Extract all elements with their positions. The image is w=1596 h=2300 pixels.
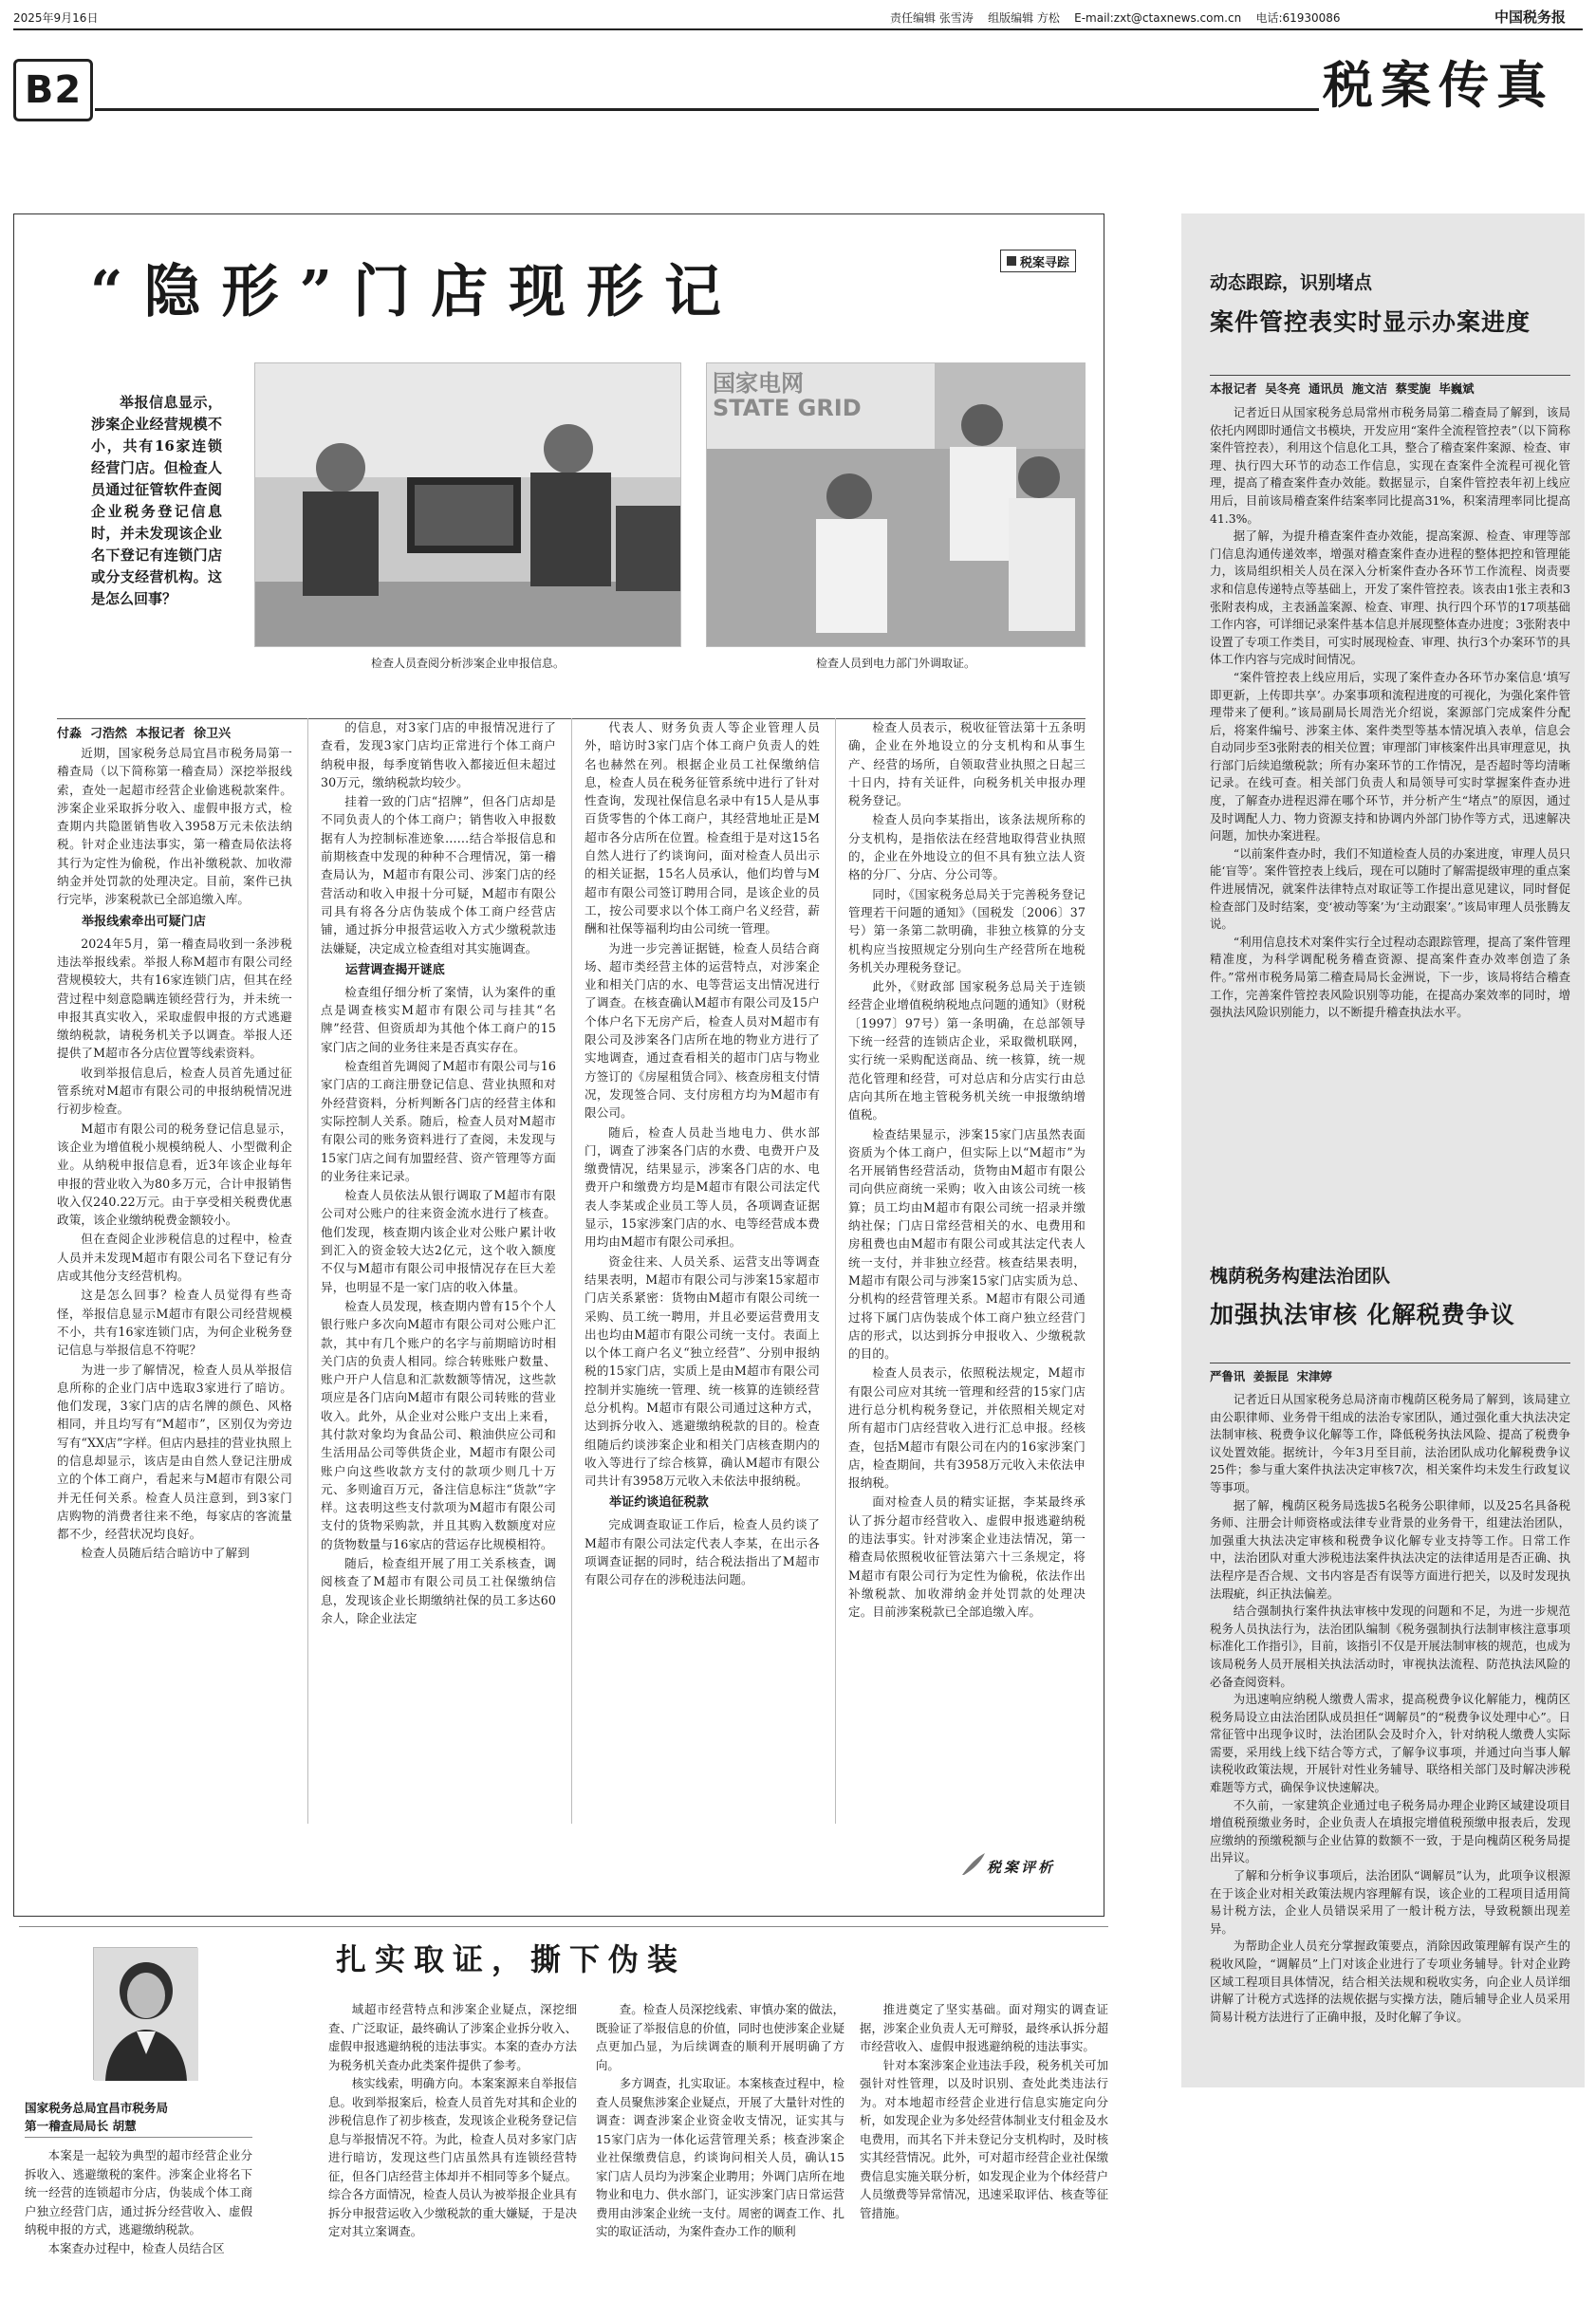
- photo-inspectors-power-office: [706, 362, 1086, 647]
- body-paragraph: 检查组首先调阅了M超市有限公司与16家门店的工商注册登记信息、营业执照和对外经营资料，分析判断各门店的经营主体和实际控制人关系。随后，检查人员对M超市有限公司的账务资料进行了查阅，未发现与15家门店之间有加盟经营、资产管理等方面的业务往来记录。: [321, 1059, 556, 1183]
- body-paragraph: 近期，国家税务总局宜昌市税务局第一稽查局（以下简称第一稽查局）深挖举报线索，查处一起超市经营企业偷逃税款案件。涉案企业采取拆分收入、虚假申报方式，检查期内共隐匿销售收入3958万元未依法纳税。针对企业违法事实，第一稽查局依法将其行为定性为偷税，作出补缴税款、加收滞纳金并处罚款的处理决定。目前，案件已执行完毕，涉案税款已全部追缴入库。: [57, 746, 292, 907]
- section-rule: [95, 108, 1319, 111]
- comment-paragraph: 本案是一起较为典型的超市经营企业分拆收入、逃避缴税的案件。涉案企业将名下统一经营的连锁超市分店，伪装成个体工商户独立经营门店，通过拆分经营收入、虚假纳税申报的方式，逃避缴纳税款。: [25, 2148, 252, 2236]
- lead-paragraph: 举报信息显示，涉案企业经营规模不小，共有16家连锁经营门店。但检查人员通过征管软件查阅企业税务登记信息时，并未发现该企业名下登记有连锁门店或分支经营机构。这是怎么回事？: [91, 394, 222, 607]
- paper-name: 中国税务报: [1494, 9, 1567, 26]
- article-column-2: [321, 718, 556, 1826]
- sidebar-paragraph: 了解和分析争议事项后，法治团队“调解员”认为，此项争议根源在于该企业对相关政策法规内容理解有误，该企业的工程项目适用简易计税方法，企业人员错误采用了一般计税方法，导致税额出现差异。: [1210, 1868, 1570, 1936]
- body-paragraph: 检查组仔细分析了案情，认为案件的重点是调查核实M超市有限公司与挂其“名牌”经营、但资质却为其他个体工商户的15家门店之间的业务往来是否真实存在。: [321, 984, 556, 1054]
- sidebar-paragraph: “利用信息技术对案件实行全过程动态跟踪管理，提高了案件管理精准度，为科学调配税务稽查资源、提高案件查办效率创造了条件。”常州市税务局第二稽查局局长金洲说，下一步，该局将结合稽查工作，完善案件管控表风险识别等功能，在提高办案效率的同时，增强执法风险识别能力，以不断提升稽查执法水平。: [1210, 934, 1570, 1020]
- comment-top-rule: [19, 1926, 1108, 1927]
- body-paragraph: 资金往来、人员关系、运营支出等调查结果表明，M超市有限公司与涉案15家超市门店关系紧密：货物由M超市有限公司统一采购、员工统一聘用，并且必要运营费用支出也均由M超市有限公司统一支付。表面上以个体工商户名义“独立经营”、分别申报纳税的15家门店，实质上是由M超市有限公司控制并实施统一管理、统一核算的连锁经营总分机构。M超市有限公司通过这种方式，达到拆分收入、逃避缴纳税款的目的。检查组随后约谈涉案企业和相关门店核查期内的收入等进行了综合核算，确认M超市有限公司共计有3958万元收入未依法申报纳税。: [585, 1253, 820, 1489]
- sidebar2-title: 加强执法审核 化解税费争议: [1210, 1301, 1515, 1328]
- photo2-caption: 检查人员到电力部门外调取证。: [815, 657, 975, 670]
- column-divider: [835, 718, 836, 1824]
- body-paragraph: 此外，《财政部 国家税务总局关于连锁经营企业增值税纳税地点问题的通知》（财税〔1997〕97号）第一条明确，在总部领导下统一经营的连锁店企业，采取微机联网，实行统一采购配送商品、统一核算，统一规范化管理和经营，可对总店和分店实行由总店向其所在地主管税务机关统一申报缴纳增值税。: [848, 979, 1086, 1122]
- article-column-3: [585, 718, 820, 1826]
- sidebar1-kicker: 动态跟踪，识别堵点: [1210, 272, 1373, 293]
- state-grid-sign: 国家电网 STATE GRID: [713, 370, 862, 421]
- article-column-1: [57, 744, 292, 1826]
- author-org: 国家税务总局宜昌市税务局: [25, 2101, 169, 2115]
- body-paragraph: 为进一步了解情况，检查人员从举报信息所称的企业门店中选取3家进行了暗访。他们发现，3家门店的店名牌的颜色、风格相同，并且均写有“M超市”，区别仅为旁边写有“XX店”字样。但店内悬挂的营业执照上的信息却显示，该店是由自然人登记注册成立的个体工商户，看起来与M超市有限公司并无任何关系。检查人员注意到，到3家门店购物的消费者往来不绝，每家店的客流量都不少，经营状况均良好。: [57, 1362, 292, 1542]
- body-paragraph: 完成调查取证工作后，检查人员约谈了M超市有限公司法定代表人李某，在出示各项调查证据的同时，结合税法指出了M超市有限公司存在的涉税违法问题。: [585, 1517, 820, 1587]
- issue-date: 2025年9月16日: [13, 11, 99, 25]
- body-paragraph: 检查人员随后结合暗访中了解到: [81, 1546, 250, 1561]
- sidebar1-body: [1210, 404, 1570, 1220]
- sidebar-paragraph: 据了解，为提升稽查案件查办效能，提高案源、检查、审理等部门信息沟通传递效率，增强对稽查案件查办进程的整体把控和管理能力，该局组织相关人员在深入分析案件查办各环节工作流程、岗责要求和信息传递特点等基础上，开发了案件管控表。该表由1张主表和3张附表构成，主表涵盖案源、检查、审理、执行四个环节的17项基础工作内容，可详细记录案件基本信息并展现整体查办进度；3张附表中设置了专项工作类目，可实时展现检查、审理、执行3个办案环节的具体工作内容与完成时间情况。: [1210, 529, 1570, 667]
- sidebar-paragraph: 为帮助企业人员充分掌握政策要点，消除因政策理解有误产生的税收风险，“调解员”上门对该企业进行了专项业务辅导。针对企业跨区域工程项目具体情况，结合相关法规和税收实务，向企业人员详细讲解了计税方式选择的法规依据与实操方法，随后辅导企业人员采用简易计税方法进行了正确申报，及时化解了争议。: [1210, 1938, 1570, 2024]
- article-column-4: [848, 718, 1086, 1826]
- author-title-block: [25, 2099, 252, 2135]
- comment-paragraph: 针对本案涉案企业违法手段，税务机关可加强针对性管理，以及时识别、查处此类违法行为。对本地超市经营企业进行信息实施定向分析，如发现企业为多处经营体制业支付租金及水电费用，而其名下并未登记分支机构时，及时核实其经营情况。此外，可对超市经营企业社保缴费信息实施关联分析，如发现企业为个体经营户人员缴费等异常情况，迅速采取评估、核查等征管措施。: [860, 2057, 1108, 2220]
- tag-square-icon: [1007, 256, 1016, 266]
- body-paragraph: 面对检查人员的精实证据，李某最终承认了拆分超市经营收入、虚假申报逃避纳税的违法事实。针对涉案企业违法情况，第一稽查局依照税收征管法第六十三条规定，将M超市有限公司行为定性为偷税，依法作出补缴税款、加收滞纳金并处罚款的处理决定。目前涉案税款已全部追缴入库。: [848, 1494, 1086, 1620]
- sidebar-paragraph: 记者近日从国家税务总局济南市槐荫区税务局了解到，该局建立由公职律师、业务骨干组成的法治专家团队，通过强化重大执法决定法制审核、税费争议化解等工作，降低税务执法风险、提高了税费争议处置效能。据统计，今年3月至目前，法治团队成功化解税费争议25件；参与重大案件执法决定审核7次，相关案件均未发生行政复议等事项。: [1210, 1392, 1570, 1494]
- sidebar-paragraph: 据了解，槐荫区税务局选拔5名税务公职律师，以及25名具备税务师、注册会计师资格或法律专业背景的业务骨干，组建法治团队，加强重大执法决定审核和税费争议化解专业支持等工作。日常工作中，法治团队对重大涉税违法案件执法决定的法律适用是否正确、执法程序是否合规、文书内容是否有误等方面进行把关，以及时发现执法瑕疵，纠正执法偏差。: [1210, 1497, 1570, 1601]
- body-paragraph: 检查结果显示，涉案15家门店虽然表面资质为个体工商户，但实际上以“M超市”为名开展销售经营活动，货物由M超市有限公司向供应商统一采购；收入由该公司统一核算；员工均由M超市有限公司统一招录并缴纳社保；门店日常经营相关的水、电费用和房租费也由M超市有限公司或其法定代表人统一支付，并非独立经营。核查结果表明，M超市有限公司与涉案15家门店实质为总、分机构的经营管理关系。M超市有限公司通过将下属门店伪装成个体工商户独立经营门店的形式，以达到拆分申报收入、少缴税款的目的。: [848, 1126, 1086, 1362]
- column-divider: [571, 718, 572, 1824]
- author-portrait: [93, 1947, 197, 2080]
- body-paragraph: 但在查阅企业涉税信息的过程中，检查人员并未发现M超市有限公司名下登记有分店或其他分支经营机构。: [57, 1232, 292, 1284]
- comment-title: 扎实取证，撕下伪装: [336, 1941, 687, 1977]
- body-paragraph: 随后，检查组开展了用工关系核查，调阅核查了M超市有限公司员工社保缴纳信息，发现该企业长期缴纳社保的员工多达60余人，除企业法定: [321, 1556, 556, 1625]
- body-paragraph: 检查人员依法从银行调取了M超市有限公司对公账户的往来资金流水进行了核查。他们发现，核查期内该企业对公账户累计收到汇入的资金较大达2亿元，这个收入额度不仅与M超市有限公司申报情况存在巨大差异，也明显不是一家门店的收入体量。: [321, 1188, 556, 1294]
- comment-column-3: [596, 2000, 844, 2292]
- comment-column-4: [860, 2000, 1108, 2292]
- photo1-caption: 检查人员查阅分析涉案企业申报信息。: [370, 657, 565, 670]
- comment-column-2: [328, 2000, 577, 2292]
- body-paragraph: 检查人员发现，核查期内曾有15个个人银行账户多次向M超市有限公司对公账户汇款，其中有几个账户的名字与前期暗访时相关门店的负责人相同。综合转账账户数量、账户开户人信息和汇款数额等情况，这些款项应是各门店向M超市有限公司转账的营业收入。此外，从企业对公账户支出上来看，其付款对象均为食品公司、粮油供应公司和生活用品公司等供货企业，M超市有限公司账户向这些收款方支付的款项少则几十万元、多则逾百万元，备注信息标注“货款”字样。这表明这些支付款项为M超市有限公司支付的货物采购款，并且其购入数额度对应的货物数量与16家店的营运存比规模相符。: [321, 1298, 556, 1551]
- author-name: 第一稽查局局长 胡慧: [25, 2119, 137, 2133]
- header-rule: [13, 28, 1583, 30]
- section-subhead: 运营调查揭开谜底: [345, 962, 445, 977]
- sidebar-paragraph: 记者近日从国家税务总局常州市税务局第二稽查局了解到，该局依托内网即时通信文书模块，开发应用“案件全流程管控表”（以下简称案件管控表），利用这个信息化工具，整合了稽查案件案源、检查、审理、执行四大环节的动态工作信息，实现在查案件全流程可视化管理，提高了稽查案件查办效能。数据显示，自案件管控表年初上线应用后，目前该局稽查案件结案率同比提高31%，积案清理率同比提高41.3%。: [1210, 405, 1570, 526]
- body-paragraph: 为进一步完善证据链，检查人员结合商场、超市类经营主体的运营特点，对涉案企业和相关门店的水、电等营运支出情况进行了调查。在核查确认M超市有限公司及15户个体户名下无房产后，检查人员对M超市有限公司及涉案各门店所在地的物业方进行了实地调查，通过查看相关的超市门店与物业方签订的《房屋租赁合同》、核查房租支付情况，发现签合同、支付房租方均为M超市有限公司。: [585, 940, 820, 1121]
- sidebar-paragraph: “案件管控表上线应用后，实现了案件查办各环节办案信息‘填写即更新，上传即共享’。办案事项和流程进度的可视化，为强化案件管理带来了便利。”该局副局长周浩光介绍说，案源部门完成案件分配后，将案件编号、涉案主体、案件类型等基本情况填入表单，信息会自动同步至3张附表的相关位置；审理部门审核案件出具审理意见，执行部门后续追缴税款；所有办案环节的工作情况，是否超时等均清晰记录。在线可查。相关部门负责人和局领导可实时掌握案件查办进度，了解查办进程迟滞在哪个环节，并分析产生“堵点”的原因，通过及时调配人力、物力资源支持和协调内外部门协作等方式，迅速解决问题，加快办案进程。: [1210, 669, 1570, 844]
- comment-paragraph: 域超市经营特点和涉案企业疑点，深挖细查、广泛取证，最终确认了涉案企业拆分收入、虚假申报逃避纳税的违法事实。本案的查办方法为税务机关查办此类案件提供了参考。: [328, 2002, 577, 2072]
- sidebar1-rule: [1210, 375, 1570, 376]
- comment-paragraph: 核实线索，明确方向。本案案源来自举报信息。收到举报案后，检查人员首先对其和企业的涉税信息作了初步核查，发现该企业税务登记信息与举报情况不符。为此，检查人员对多家门店进行暗访，发现这些门店虽然具有连锁经营特征，但各门店经营主体却并不相同等多个疑点。综合各方面情况，检查人员认为被举报企业具有拆分申报营运收入少缴税款的重大嫌疑，于是决定对其立案调查。: [328, 2076, 577, 2238]
- body-paragraph: 挂着一致的门店“招牌”，但各门店却是不同负责人的个体工商户；销售收入申报数据有人为控制标准迹象……结合举报信息和前期核查中发现的种种不合理情况，第一稽查局认为，M超市有限公司、涉案门店的经营活动和收入申报十分可疑，M超市有限公司具有将各分店伪装成个体工商户经营店铺，通过拆分申报营运收入方式少缴税款违法嫌疑，决定成立检查组对其实施调查。: [321, 794, 556, 955]
- body-paragraph: 的信息，对3家门店的申报情况进行了查看，发现3家门店均正常进行个体工商户纳税申报，每季度销售收入都接近但未超过30万元，缴纳税款均较少。: [321, 720, 556, 789]
- editor-info: 责任编辑 张雪涛 组版编辑 方松 E-mail:zxt@ctaxnews.com.cn 电话:61930086: [890, 11, 1341, 25]
- sidebar2-body: [1210, 1391, 1570, 2076]
- sidebar1-title: 案件管控表实时显示办案进度: [1210, 308, 1531, 336]
- sidebar-paragraph: “以前案件查办时，我们不知道检查人员的办案进度，审理人员只能‘盲等’。案件管控表上线后，现在可以随时了解需提级审理的重点案件进展情况，就案件法律特点对取证等工作提出意见建议，同时督促检查部门及时结案，变‘被动等案’为‘主动跟案’。”该局审理人员张腾友说。: [1210, 845, 1570, 932]
- comment-paragraph: 推进奠定了坚实基础。面对翔实的调查证据，涉案企业负责人无可辩驳，最终承认拆分超市经营收入、虚假申报逃避纳税的违法事实。: [860, 2002, 1108, 2053]
- body-paragraph: 同时，《国家税务总局关于完善税务登记管理若干问题的通知》（国税发〔2006〕37号）第一条第二款明确，非独立核算的分支机构应当按照规定分别向生产经营所在地税务机关办理税务登记。: [848, 886, 1086, 974]
- body-paragraph: 收到举报信息后，检查人员首先通过征管系统对M超市有限公司的申报纳税情况进行初步检查。: [57, 1065, 292, 1117]
- photo-inspectors-computer: [254, 362, 681, 647]
- column-tag: [1000, 250, 1076, 272]
- author-rule: [25, 2137, 252, 2138]
- body-paragraph: 检查人员向李某指出，该条法规所称的分支机构，是指依法在经营地取得营业执照的，企业在外地设立的但不具有独立法人资格的分厂、分店、分公司等。: [848, 812, 1086, 882]
- section-title: 税案传真: [1323, 56, 1554, 115]
- sidebar2-byline: 严鲁讯 姜振昆 宋津婷: [1210, 1369, 1332, 1383]
- headline: “隐形”门店现形记: [90, 259, 743, 325]
- comment-intro: [25, 2146, 252, 2293]
- byline: 付淼 刁浩然 本报记者 徐卫兴: [57, 727, 232, 741]
- body-paragraph: 2024年5月，第一稽查局收到一条涉税违法举报线索。举报人称M超市有限公司经营规模较大，共有16家连锁门店，但其在经营过程中刻意隐瞒连锁经营行为，并未统一申报其真实收入，采取虚假申报的方式逃避缴纳税款，请税务机关予以调查。举报人还提供了M超市各分店位置等线索资料。: [57, 936, 292, 1061]
- comment-paragraph: 多方调查，扎实取证。本案核查过程中，检查人员聚焦涉案企业疑点，开展了大量针对性的调查：调查涉案企业资金收支情况，证实其与15家门店为一体化运营管理关系；核查涉案企业社保缴费信息，约谈询问相关人员，确认15家门店人员均为涉案企业聘用；外调门店所在地物业和电力、供水部门，证实涉案门店日常运营费用由涉案企业统一支付。周密的调查工作、扎实的取证活动，为案件查办工作的顺利: [596, 2076, 844, 2238]
- section-subhead: 举证约谈追征税款: [609, 1495, 709, 1511]
- section-subhead: 举报线索牵出可疑门店: [82, 914, 207, 929]
- page-number-badge: B2: [13, 59, 93, 121]
- tag-label: 税案寻踪: [1020, 255, 1070, 270]
- quill-icon: [958, 1850, 987, 1879]
- sidebar-paragraph: 不久前，一家建筑企业通过电子税务局办理企业跨区域建设项目增值税预缴业务时，企业负责人在填报完增值税预缴申报表后，发现应缴纳的预缴税额与企业估算的数额不一致，于是向槐荫区税务局提出异议。: [1210, 1797, 1570, 1865]
- comment-paragraph: 本案查办过程中，检查人员结合区: [47, 2240, 225, 2255]
- body-paragraph: 检查人员表示，税收征管法第十五条明确，企业在外地设立的分支机构和从事生产、经营的场所，自领取营业执照之日起三十日内，持有关证件，向税务机关申报办理税务登记。: [848, 720, 1086, 808]
- comment-paragraph: 查。检查人员深挖线索、审慎办案的做法，既验证了举报信息的价值，同时也使涉案企业疑点更加凸显，为后续调查的顺利开展明确了方向。: [596, 2002, 844, 2072]
- sidebar-paragraph: 结合强制执行案件执法审核中发现的问题和不足，为进一步规范税务人员执法行为，法治团队编制《税务强制执行法制审核注意事项标准化工作指引》，目前，该指引不仅是开展法制审核的规范，也成为该局税务人员开展相关执法活动时，审视执法流程、防范执法风险的必备查阅资料。: [1210, 1604, 1570, 1689]
- body-paragraph: M超市有限公司的税务登记信息显示，该企业为增值税小规模纳税人、小型微利企业。从纳税申报信息看，近3年该企业每年申报的营业收入为80多万元，合计申报销售收入仅240.22万元。由于享受相关税费优惠政策，该企业缴纳税费金额较小。: [57, 1121, 292, 1228]
- sidebar1-byline: 本报记者 吴冬亮 通讯员 施文洁 蔡雯旎 毕巍斌: [1210, 381, 1475, 396]
- comment-section-label: 税案评析: [987, 1859, 1056, 1876]
- body-paragraph: 检查人员表示，依照税法规定，M超市有限公司应对其统一管理和经营的15家门店进行总分机构税务登记，并依照相关规定对所有超市门店经营收入进行汇总申报。经核查，包括M超市有限公司在内的16家涉案门店，检查期间，共有3958万元收入未依法申报纳税。: [848, 1365, 1086, 1491]
- column-divider: [307, 718, 308, 1824]
- body-paragraph: 随后，检查人员赴当地电力、供水部门，调查了涉案各门店的水费、电费开户及缴费情况，结果显示，涉案各门店的水、电费开户和缴费方均是M超市有限公司法定代表人李某或企业员工等人员，各项调查证据显示，15家涉案门店的水、电等经营成本费用均由M超市有限公司承担。: [585, 1124, 820, 1250]
- body-paragraph: 代表人、财务负责人等企业管理人员外，暗访时3家门店个体工商户负责人的姓名也赫然在列。根据企业员工社保缴纳信息，检查人员在税务征管系统中进行了针对性查询，发现社保信息名录中有15人是从事百货零售的个体工商户，其经营地址正是M超市各分店所在位置。检查组于是对这15名自然人进行了约谈询问，面对检查人员出示的相关证据，15名人员承认，他们均曾与M超市有限公司签订聘用合同，是该企业的员工，按公司要求以个体工商户名义经营，薪酬和社保等福利均由公司统一管理。: [585, 720, 820, 937]
- sidebar2-kicker: 槐荫税务构建法治团队: [1210, 1266, 1391, 1287]
- body-paragraph: 这是怎么回事？检查人员觉得有些奇怪，举报信息显示M超市有限公司经营规模不小，共有16家连锁门店，为何企业税务登记信息与举报信息不符呢？: [57, 1288, 292, 1358]
- sidebar-paragraph: 为迅速响应纳税人缴费人需求，提高税费争议化解能力，槐荫区税务局设立由法治团队成员担任“调解员”的“税费争议处理中心”。日常征管中出现争议时，法治团队会及时介入，针对纳税人缴费人实际需要，采用线上线下结合等方式，了解争议事项，并通过向当事人解读税收政策法规，开展针对性业务辅导、联络相关部门及时解决涉税难题等方式，确保争议快速解决。: [1210, 1692, 1570, 1795]
